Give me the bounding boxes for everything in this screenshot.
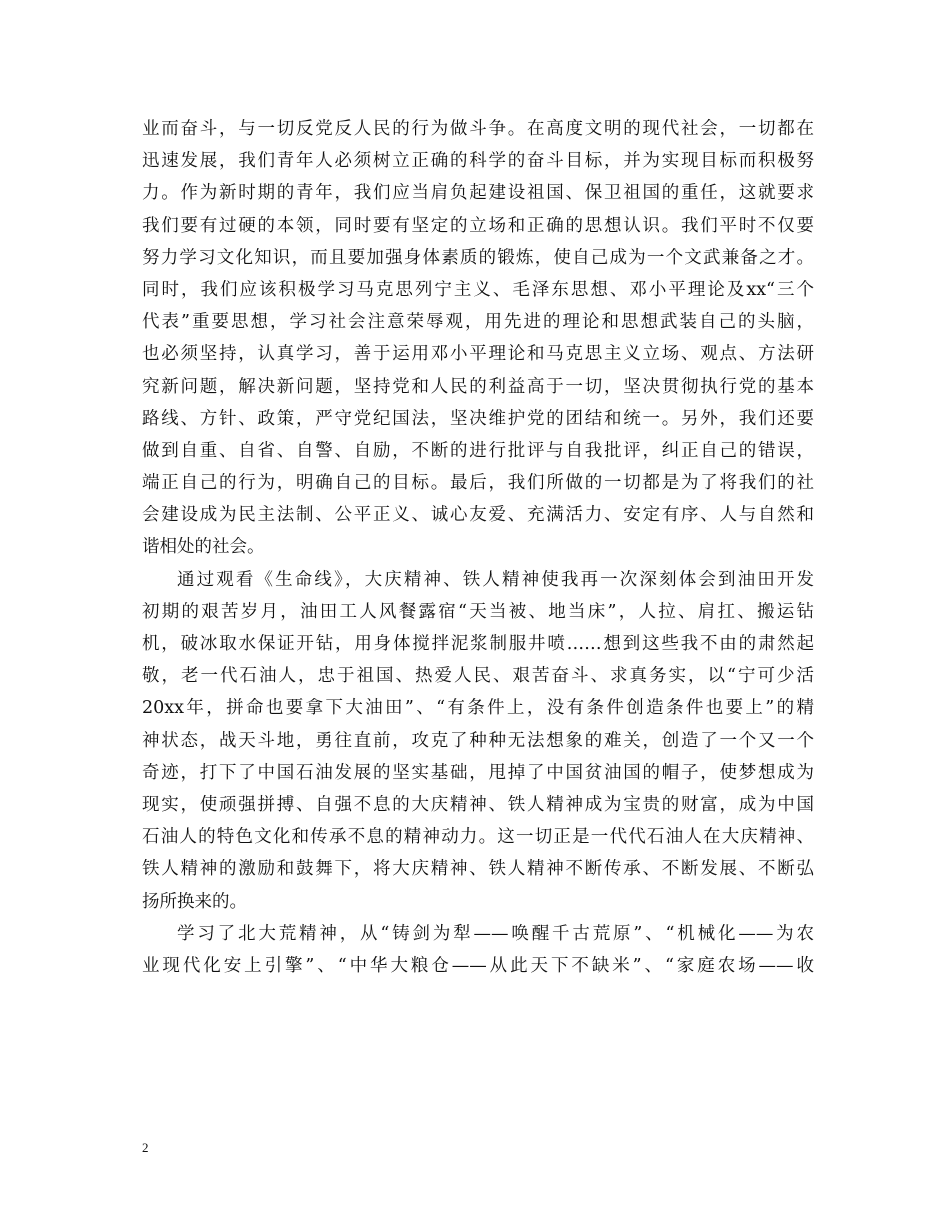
- text-line: 会建设成为民主法制、公平正义、诚心友爱、充满活力、安定有序、人与自然和: [142, 505, 814, 526]
- text-line: 路线、方针、政策，严守党纪国法，坚决维护党的团结和统一。另外，我们还要: [142, 408, 814, 429]
- text-line: 业而奋斗，与一切反党反人民的行为做斗争。在高度文明的现代社会，一切都在: [142, 119, 814, 139]
- text-line: 努力学习文化知识，而且要加强身体素质的锻炼，使自己成为一个文武兼备之才。: [142, 247, 814, 268]
- text-line: 力。作为新时期的青年，我们应当肩负起建设祖国、保卫祖国的重任，这就要求: [142, 183, 814, 204]
- text-line: 业现代化安上引擎”、“中华大粮仓——从此天下不缺米”、“家庭农场——收: [142, 955, 814, 976]
- text-line: 机，破冰取水保证开钻，用身体搅拌泥浆制服井喷……想到这些我不由的肃然起: [142, 634, 814, 654]
- text-line: 现实，使顽强拼搏、自强不息的大庆精神、铁人精神成为宝贵的财富，成为中国: [142, 794, 814, 815]
- text-line: 奇迹，打下了中国石油发展的坚实基础，甩掉了中国贫油国的帽子，使梦想成为: [142, 762, 814, 783]
- text-line: 端正自己的行为，明确自己的目标。最后，我们所做的一切都是为了将我们的社: [142, 473, 814, 494]
- text-line: 谐相处的社会。: [142, 537, 265, 558]
- text-line: 20xx年，拼命也要拿下大油田”、“有条件上，没有条件创造条件也要上”的精: [142, 698, 814, 719]
- text-line: 扬所换来的。: [142, 891, 247, 912]
- page-number: 2: [142, 1140, 149, 1155]
- text-line: 代表”重要思想，学习社会注意荣辱观，用先进的理论和思想武装自己的头脑，: [142, 312, 814, 333]
- text-line: 通过观看《生命线》，大庆精神、铁人精神使我再一次深刻体会到油田开发: [177, 569, 814, 590]
- text-line: 同时，我们应该积极学习马克思列宁主义、毛泽东思想、邓小平理论及xx“三个: [142, 279, 814, 300]
- text-line: 初期的艰苦岁月，油田工人风餐露宿“天当被、地当床”，人拉、肩扛、搬运钻: [142, 601, 814, 622]
- paragraph: [142, 113, 814, 564]
- text-line: 我们要有过硬的本领，同时要有坚定的立场和正确的思想认识。我们平时不仅要: [142, 215, 814, 236]
- text-line: 究新问题，解决新问题，坚持党和人民的利益高于一切，坚决贯彻执行党的基本: [142, 376, 814, 397]
- text-line: 铁人精神的激励和鼓舞下，将大庆精神、铁人精神不断传承、不断发展、不断弘: [142, 859, 814, 880]
- text-line: 迅速发展，我们青年人必须树立正确的科学的奋斗目标，并为实现目标而积极努: [142, 151, 814, 172]
- text-line: 石油人的特色文化和传承不息的精神动力。这一切正是一代代石油人在大庆精神、: [142, 827, 814, 848]
- text-line: 也必须坚持，认真学习，善于运用邓小平理论和马克思主义立场、观点、方法研: [142, 344, 814, 365]
- text-line: 学习了北大荒精神，从“铸剑为犁——唤醒千古荒原”、“机械化——为农: [177, 923, 814, 944]
- text-line: 敬，老一代石油人，忠于祖国、热爱人民、艰苦奋斗、求真务实，以“宁可少活: [142, 666, 814, 687]
- paragraph: [142, 564, 814, 918]
- paragraph: [142, 918, 814, 982]
- text-line: 做到自重、自省、自警、自励，不断的进行批评与自我批评，纠正自己的错误，: [142, 440, 814, 461]
- document-body: [142, 113, 814, 982]
- text-line: 神状态，战天斗地，勇往直前，攻克了种种无法想象的难关，创造了一个又一个: [142, 730, 814, 751]
